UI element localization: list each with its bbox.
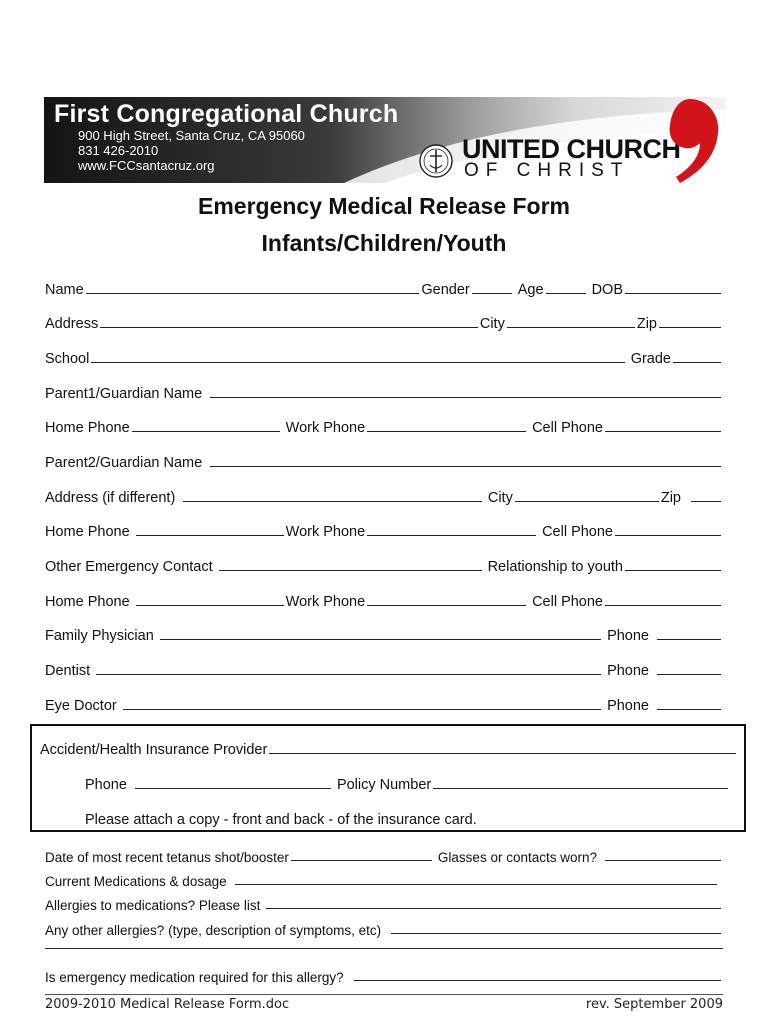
relationship-label: Relationship to youth bbox=[487, 559, 623, 575]
other-contact-row bbox=[45, 553, 723, 575]
medications-row bbox=[45, 867, 723, 889]
work-phone2-field[interactable] bbox=[367, 535, 536, 536]
emergency-med-row bbox=[45, 963, 723, 985]
other-allergies-row bbox=[45, 916, 723, 938]
gender-label: Gender bbox=[421, 282, 470, 298]
ucc-name-line1: UNITED CHURCH bbox=[462, 134, 681, 164]
insurance-phone-row bbox=[85, 771, 730, 793]
tetanus-field[interactable] bbox=[291, 860, 432, 861]
insurance-note-row bbox=[85, 806, 477, 828]
gender-field[interactable] bbox=[472, 293, 512, 294]
school-field[interactable] bbox=[91, 362, 624, 363]
work-phone3-label: Work Phone bbox=[285, 594, 366, 610]
cell-phone-label: Cell Phone bbox=[532, 420, 603, 436]
parent1-phones-row bbox=[45, 414, 723, 436]
ucc-seal-icon bbox=[418, 141, 454, 181]
work-phone-field[interactable] bbox=[367, 431, 526, 432]
church-name: First Congregational Church bbox=[54, 100, 399, 128]
age-field[interactable] bbox=[546, 293, 586, 294]
parent1-label: Parent1/Guardian Name bbox=[45, 386, 203, 402]
other-contact-label: Other Emergency Contact bbox=[45, 559, 213, 575]
name-row bbox=[45, 276, 723, 298]
footer-divider bbox=[45, 994, 723, 995]
age-label: Age bbox=[517, 282, 544, 298]
zip2-field[interactable] bbox=[691, 501, 721, 502]
church-website[interactable]: www.FCCsantacruz.org bbox=[78, 158, 215, 173]
city-field[interactable] bbox=[507, 327, 635, 328]
address-diff-row bbox=[45, 484, 723, 506]
footer-filename: 2009-2010 Medical Release Form.doc bbox=[45, 997, 290, 1012]
church-phone: 831 426-2010 bbox=[78, 143, 159, 158]
physician-phone-field[interactable] bbox=[657, 639, 721, 640]
city2-label: City bbox=[487, 490, 513, 506]
footer-revision: rev. September 2009 bbox=[585, 997, 723, 1012]
cell-phone-field[interactable] bbox=[605, 431, 721, 432]
policy-number-label: Policy Number bbox=[336, 777, 432, 793]
physician-phone-label: Phone bbox=[607, 628, 649, 644]
work-phone-label: Work Phone bbox=[285, 420, 366, 436]
med-allergies-field[interactable] bbox=[266, 908, 721, 909]
tetanus-label: Date of most recent tetanus shot/booster bbox=[45, 850, 289, 865]
form-subtitle: Infants/Children/Youth bbox=[261, 230, 507, 256]
address-row bbox=[45, 310, 723, 332]
ucc-name-line2: OF CHRIST bbox=[464, 160, 630, 181]
physician-label: Family Physician bbox=[45, 628, 154, 644]
eye-doctor-row bbox=[45, 692, 723, 714]
parent2-field[interactable] bbox=[210, 466, 721, 467]
ucc-comma-icon bbox=[658, 97, 726, 183]
dob-label: DOB bbox=[591, 282, 623, 298]
emergency-med-field[interactable] bbox=[354, 980, 721, 981]
home-phone-field[interactable] bbox=[132, 431, 280, 432]
grade-label: Grade bbox=[630, 351, 671, 367]
medications-field[interactable] bbox=[235, 884, 717, 885]
insurance-provider-label: Accident/Health Insurance Provider bbox=[40, 742, 268, 758]
home-phone-label: Home Phone bbox=[45, 420, 130, 436]
church-banner bbox=[44, 97, 726, 183]
glasses-label: Glasses or contacts worn? bbox=[437, 850, 597, 865]
other-allergies-continuation-line[interactable] bbox=[45, 948, 723, 949]
name-label: Name bbox=[45, 282, 84, 298]
work-phone3-field[interactable] bbox=[367, 605, 526, 606]
dentist-label: Dentist bbox=[45, 663, 91, 679]
church-address: 900 High Street, Santa Cruz, CA 95060 bbox=[78, 128, 305, 143]
contact-phones-row bbox=[45, 588, 723, 610]
cell-phone3-field[interactable] bbox=[605, 605, 721, 606]
school-row bbox=[45, 345, 723, 367]
dob-field[interactable] bbox=[625, 293, 721, 294]
eye-doctor-label: Eye Doctor bbox=[45, 698, 117, 714]
cell-phone2-label: Cell Phone bbox=[542, 524, 613, 540]
parent2-label: Parent2/Guardian Name bbox=[45, 455, 203, 471]
address-field[interactable] bbox=[100, 327, 478, 328]
insurance-phone-field[interactable] bbox=[135, 788, 331, 789]
eye-doctor-phone-label: Phone bbox=[607, 698, 649, 714]
name-field[interactable] bbox=[86, 293, 420, 294]
city-label: City bbox=[479, 316, 505, 332]
dentist-phone-label: Phone bbox=[607, 663, 649, 679]
address-diff-field[interactable] bbox=[183, 501, 482, 502]
grade-field[interactable] bbox=[673, 362, 721, 363]
insurance-card-note: Please attach a copy - front and back - of the insurance card. bbox=[85, 812, 477, 828]
parent2-row bbox=[45, 449, 723, 471]
med-allergies-row bbox=[45, 891, 723, 913]
tetanus-row bbox=[45, 843, 723, 865]
emergency-med-label: Is emergency medication required for this allergy? bbox=[45, 970, 344, 985]
zip-field[interactable] bbox=[659, 327, 721, 328]
cell-phone2-field[interactable] bbox=[615, 535, 721, 536]
physician-row bbox=[45, 622, 723, 644]
dentist-phone-field[interactable] bbox=[657, 674, 721, 675]
home-phone3-label: Home Phone bbox=[45, 594, 130, 610]
address-diff-label: Address (if different) bbox=[45, 490, 176, 506]
zip2-label: Zip bbox=[660, 490, 681, 506]
dentist-field[interactable] bbox=[96, 674, 601, 675]
other-allergies-field[interactable] bbox=[391, 933, 721, 934]
zip-label: Zip bbox=[636, 316, 657, 332]
city2-field[interactable] bbox=[515, 501, 659, 502]
home-phone3-field[interactable] bbox=[136, 605, 284, 606]
relationship-field[interactable] bbox=[625, 570, 721, 571]
other-contact-field[interactable] bbox=[219, 570, 482, 571]
eye-doctor-field[interactable] bbox=[123, 709, 601, 710]
medications-label: Current Medications & dosage bbox=[45, 874, 227, 889]
policy-number-field[interactable] bbox=[433, 788, 728, 789]
insurance-provider-field[interactable] bbox=[269, 753, 736, 754]
insurance-provider-row bbox=[40, 736, 738, 758]
cell-phone3-label: Cell Phone bbox=[532, 594, 603, 610]
home-phone2-label: Home Phone bbox=[45, 524, 130, 540]
parent1-field[interactable] bbox=[210, 397, 721, 398]
school-label: School bbox=[45, 351, 90, 367]
form-title: Emergency Medical Release Form bbox=[198, 193, 570, 219]
home-phone2-field[interactable] bbox=[136, 535, 284, 536]
glasses-field[interactable] bbox=[605, 860, 721, 861]
dentist-row bbox=[45, 657, 723, 679]
med-allergies-label: Allergies to medications? Please list bbox=[45, 898, 261, 913]
insurance-phone-label: Phone bbox=[85, 777, 127, 793]
parent1-row bbox=[45, 380, 723, 402]
work-phone2-label: Work Phone bbox=[285, 524, 366, 540]
other-allergies-label: Any other allergies? (type, description of symptoms, etc) bbox=[45, 923, 382, 938]
parent2-phones-row bbox=[45, 518, 723, 540]
physician-field[interactable] bbox=[160, 639, 601, 640]
eye-doctor-phone-field[interactable] bbox=[657, 709, 721, 710]
address-label: Address bbox=[45, 316, 99, 332]
